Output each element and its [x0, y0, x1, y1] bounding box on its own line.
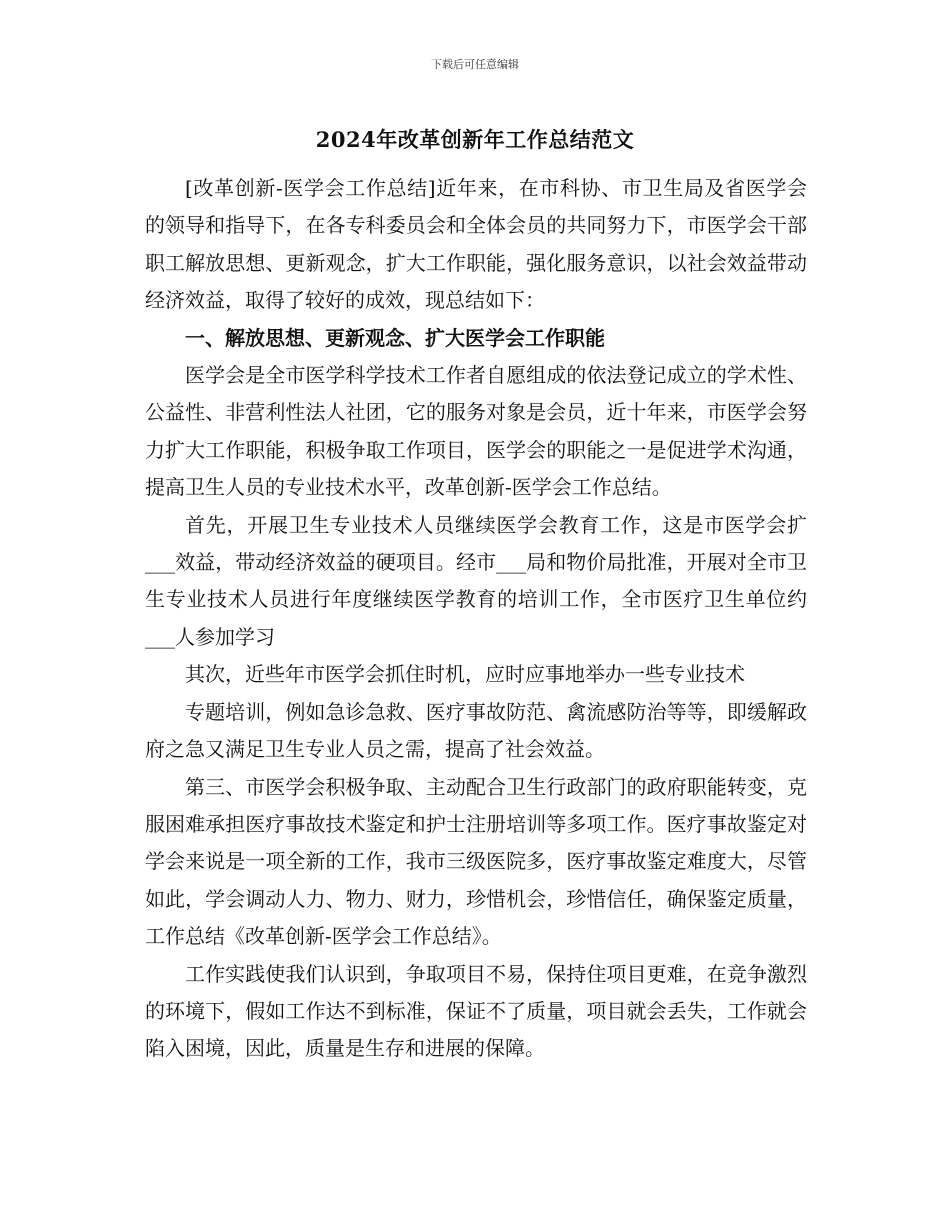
document-title: 2024年改革创新年工作总结范文	[315, 127, 635, 152]
paragraph: 其次，近些年市医学会抓住时机，应时应事地举办一些专业技术	[185, 662, 745, 687]
paragraph: 第三、市医学会积极争取、主动配合卫生行政部门的政府职能转变，克服困难承担医疗事故技术鉴定和护士注册培训等多项工作。医疗事故鉴定对学会来说是一项全新的工作，我市三级医院多，医疗事故鉴定难度大，尽管如此，学会调动人力、物力、财力，珍惜机会，珍惜信任，确保鉴定质量，工作总结《改革创新-医学会工作总结》。	[145, 774, 807, 949]
document-body	[145, 170, 807, 1068]
header-note: 下载后可任意编辑	[431, 58, 519, 71]
paragraph: 专题培训，例如急诊急救、医疗事故防范、禽流感防治等等，即缓解政府之急又满足卫生专业人员之需，提高了社会效益。	[145, 699, 807, 762]
paragraph: 首先，开展卫生专业技术人员继续医学会教育工作，这是市医学会扩___效益，带动经济效益的硬项目。经市___局和物价局批准，开展对全市卫生专业技术人员进行年度继续医学教育的培训工作，全市医疗卫生单位约___人参加学习	[145, 512, 807, 649]
section-heading-1: 一、解放思想、更新观念、扩大医学会工作职能	[185, 325, 605, 350]
paragraph: 工作实践使我们认识到，争取项目不易，保持住项目更难，在竞争激烈的环境下，假如工作达不到标准，保证不了质量，项目就会丢失，工作就会陷入困境，因此，质量是生存和进展的保障。	[145, 961, 807, 1061]
paragraph-intro: [改革创新-医学会工作总结]近年来，在市科协、市卫生局及省医学会的领导和指导下，在各专科委员会和全体会员的共同努力下，市医学会干部职工解放思想、更新观念，扩大工作职能，强化服务意识，以社会效益带动经济效益，取得了较好的成效，现总结如下：	[145, 176, 807, 313]
paragraph: 医学会是全市医学科学技术工作者自愿组成的依法登记成立的学术性、公益性、非营利性法人社团，它的服务对象是会员，近十年来，市医学会努力扩大工作职能，积极争取工作项目，医学会的职能之一是促进学术沟通，提高卫生人员的专业技术水平，改革创新-医学会工作总结。	[145, 363, 807, 500]
